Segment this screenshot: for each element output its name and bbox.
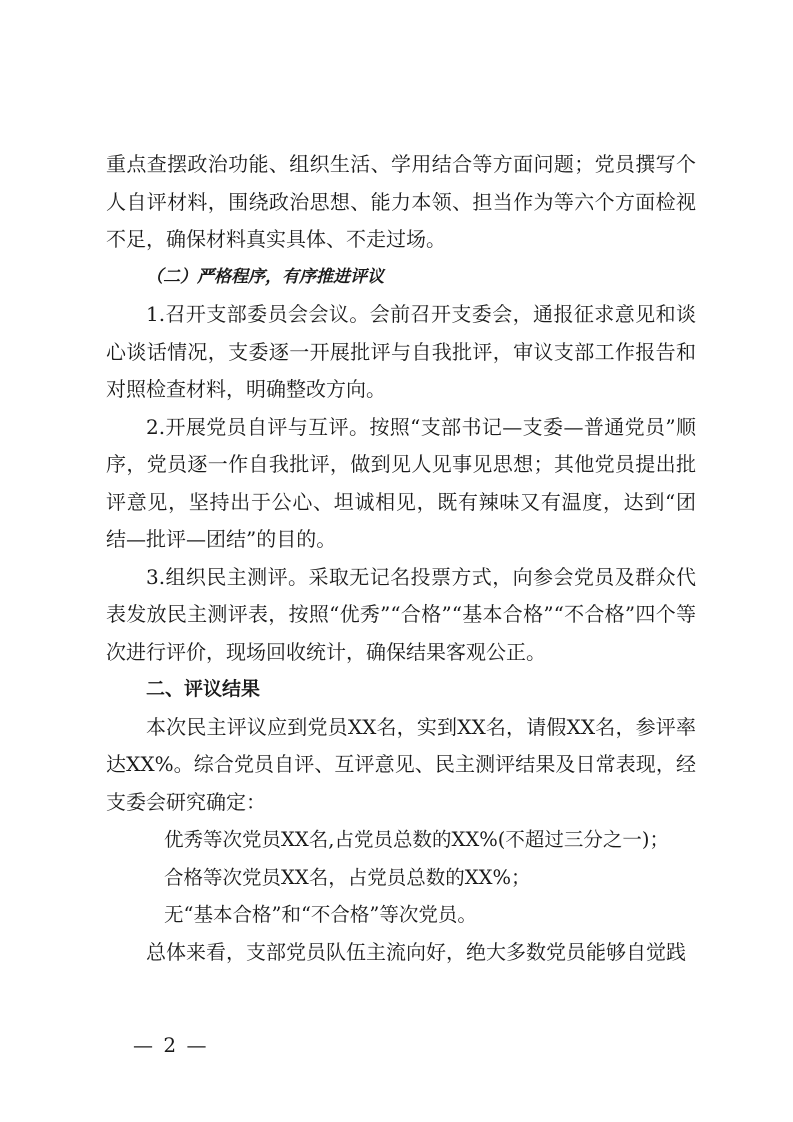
page-number: — 2 — — [133, 1033, 209, 1057]
step-2-paragraph: 2.开展党员自评与互评。按照“支部书记—支委—普通党员”顺序，党员逐一作自我批评，做到见人见事见思想；其他党员提出批评意见，坚持出于公心、坦诚相见，既有辣味又有温度，达到“团结—批评—团结”的目的。 — [106, 414, 696, 551]
step-3-paragraph: 3.组织民主测评。采取无记名投票方式，向参会党员及群众代表发放民主测评表，按照“优秀”“合格”“基本合格”“不合格”四个等次进行评价，现场回收统计，确保结果客观公正。 — [106, 564, 696, 664]
result-line-qualified: 合格等次党员XX名，占党员总数的XX%； — [164, 865, 531, 889]
intro-paragraph: 重点查摆政治功能、组织生活、学用结合等方面问题；党员撰写个人自评材料，围绕政治思想、能力本领、担当作为等六个方面检视不足，确保材料真实具体、不走过场。 — [106, 152, 696, 251]
result-line-excellent: 优秀等次党员XX名,占党员总数的XX%(不超过三分之一)； — [164, 828, 669, 851]
document-body — [106, 146, 696, 971]
result-line-none: 无“基本合格”和“不合格”等次党员。 — [164, 903, 477, 926]
results-paragraph: 本次民主评议应到党员XX名，实到XX名，请假XX名，参评率达XX%。综合党员自评、互评意见、民主测评结果及日常表现，经支委会研究确定： — [106, 714, 696, 814]
step-1-paragraph: 1.召开支部委员会会议。会前召开支委会，通报征求意见和谈心谈话情况，支委逐一开展批评与自我批评，审议支部工作报告和对照检查材料，明确整改方向。 — [106, 302, 696, 401]
closing-paragraph: 总体来看，支部党员队伍主流向好，绝大多数党员能够自觉践 — [146, 939, 686, 964]
results-heading: 二、评议结果 — [146, 678, 261, 700]
section-sub-heading: （二）严格程序，有序推进评议 — [146, 266, 384, 287]
